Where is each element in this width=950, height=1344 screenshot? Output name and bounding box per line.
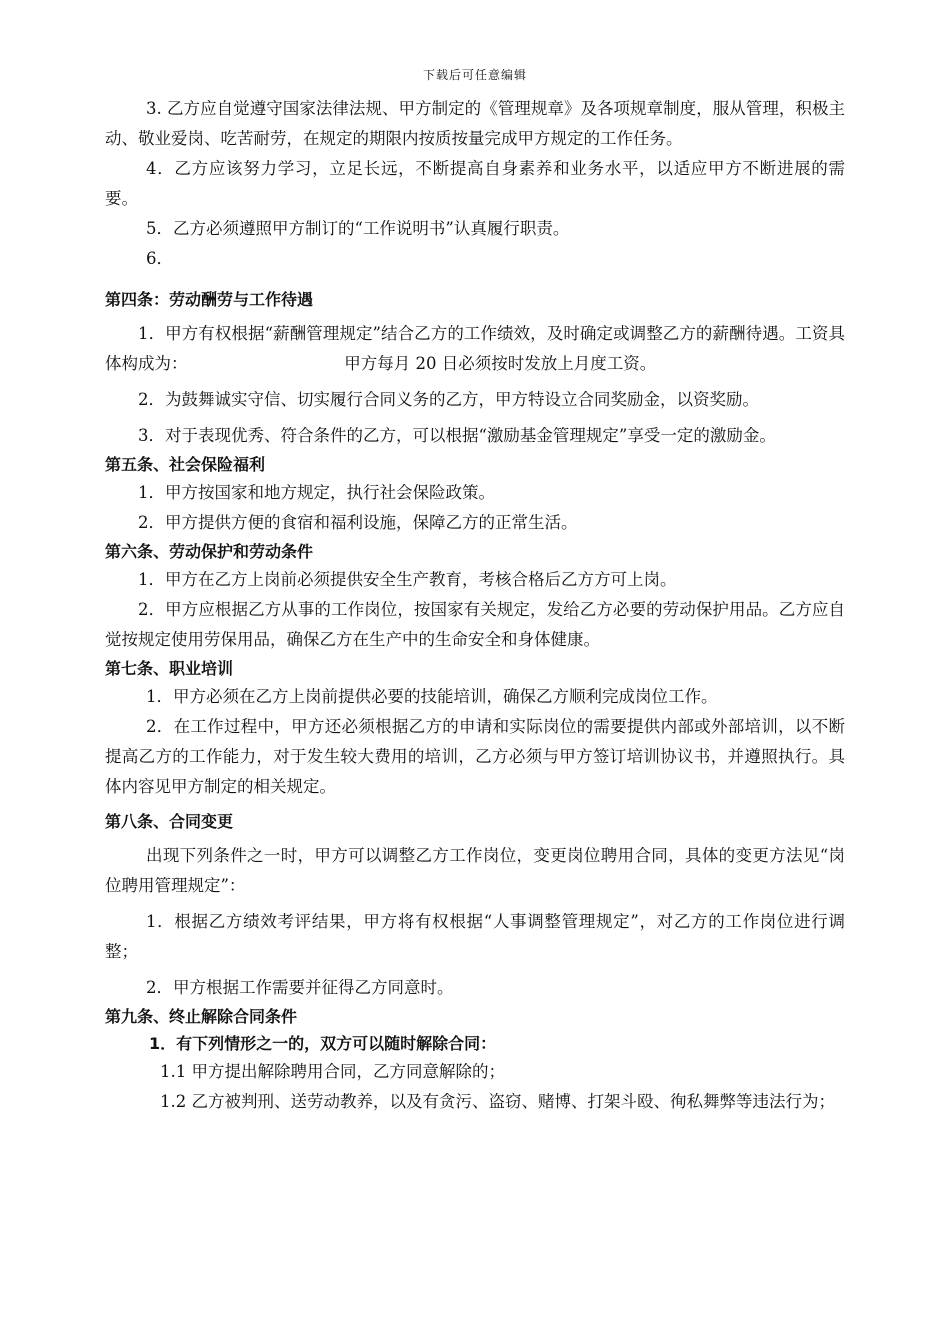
clause-3-4: 4．乙方应该努力学习，立足长远，不断提高自身素养和业务水平，以适应甲方不断进展的需要。 [105, 159, 845, 208]
article-9-item-1-2: 1.2 乙方被判刑、送劳动教养，以及有贪污、盗窃、赌博、打架斗殴、徇私舞弊等违法行为； [160, 1092, 835, 1111]
article-6-title: 第六条、劳动保护和劳动条件 [105, 542, 314, 561]
article-4-item-2: 2．为鼓舞诚实守信、切实履行合同义务的乙方，甲方特设立合同奖励金，以资奖励。 [138, 390, 759, 409]
article-4-title: 第四条：劳动酬劳与工作待遇 [105, 290, 314, 309]
article-8-title: 第八条、合同变更 [105, 812, 234, 831]
article-8-item-1: 1．根据乙方绩效考评结果，甲方将有权根据“人事调整管理规定”，对乙方的工作岗位进行调整； [105, 912, 845, 961]
article-9-subtitle: 1．有下列情形之一的，双方可以随时解除合同： [149, 1034, 497, 1053]
article-9-title: 第九条、终止解除合同条件 [105, 1007, 298, 1026]
article-5-title: 第五条、社会保险福利 [105, 455, 266, 474]
article-4-item-3: 3．对于表现优秀、符合条件的乙方，可以根据“激励基金管理规定”享受一定的激励金。 [138, 426, 776, 445]
clause-3-5: 5．乙方必须遵照甲方制订的“工作说明书”认真履行职责。 [146, 219, 570, 238]
article-5-item-2: 2．甲方提供方便的食宿和福利设施，保障乙方的正常生活。 [138, 513, 578, 532]
article-7-title: 第七条、职业培训 [105, 659, 234, 678]
clause-3-6: 6． [146, 249, 173, 268]
article-4-item-1: 1．甲方有权根据“薪酬管理规定”结合乙方的工作绩效，及时确定或调整乙方的薪酬待遇。工资具体构成为： 甲方每月 20 日必须按时发放上月度工资。 [105, 324, 845, 373]
page-header: 下载后可任意编辑 [422, 68, 527, 82]
article-7-item-1: 1．甲方必须在乙方上岗前提供必要的技能培训，确保乙方顺利完成岗位工作。 [146, 687, 718, 706]
article-7-item-2: 2．在工作过程中，甲方还必须根据乙方的申请和实际岗位的需要提供内部或外部培训，以不断提高乙方的工作能力，对于发生较大费用的培训，乙方必须与甲方签订培训协议书，并遵照执行。具体内容见甲方制定的相关规定。 [105, 717, 845, 796]
article-9-item-1-1: 1.1 甲方提出解除聘用合同，乙方同意解除的； [160, 1062, 505, 1081]
article-8-item-2: 2．甲方根据工作需要并征得乙方同意时。 [146, 978, 454, 997]
clause-3-3: 3. 乙方应自觉遵守国家法律法规、甲方制定的《管理规章》及各项规章制度，服从管理，积极主动、敬业爱岗、吃苦耐劳，在规定的期限内按质按量完成甲方规定的工作任务。 [105, 99, 845, 148]
article-6-item-1: 1．甲方在乙方上岗前必须提供安全生产教育，考核合格后乙方方可上岗。 [138, 570, 677, 589]
article-8-intro: 出现下列条件之一时，甲方可以调整乙方工作岗位，变更岗位聘用合同，具体的变更方法见“岗位聘用管理规定”： [105, 846, 845, 895]
article-6-item-2: 2．甲方应根据乙方从事的工作岗位，按国家有关规定，发给乙方必要的劳动保护用品。乙方应自觉按规定使用劳保用品，确保乙方在生产中的生命安全和身体健康。 [105, 600, 845, 649]
article-5-item-1: 1．甲方按国家和地方规定，执行社会保险政策。 [138, 483, 495, 502]
document-body [105, 94, 845, 1117]
